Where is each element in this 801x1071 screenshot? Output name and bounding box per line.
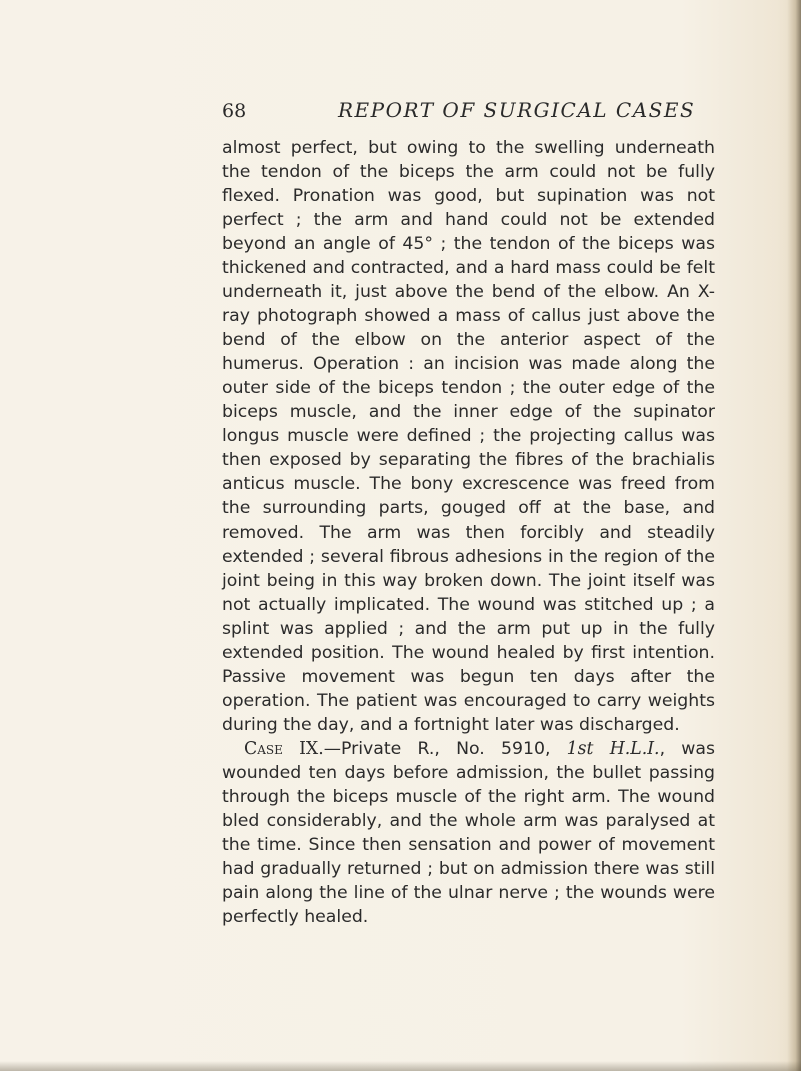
paragraph-case-ix [222, 737, 715, 929]
case-label: Case IX. [244, 738, 324, 759]
regiment-abbrev: 1st H.L.I. [566, 738, 660, 759]
page-header [0, 98, 801, 128]
running-head: REPORT OF SURGICAL CASES [338, 98, 696, 122]
paragraph-continuation: almost perfect, but owing to the swelling underneath the tendon of the biceps the arm could not be fully flexed. Pronation was good, but supination was not perfect ; the arm and hand could not be extended beyond an angle of 45° ; the tendon of the biceps was thickened and contracted, and a hard mass could be felt underneath it, just above the bend of the elbow. An X-ray photograph showed a mass of callus just above the bend of the elbow on the anterior aspect of the humerus. Operation : an incision was made along the outer side of the biceps tendon ; the outer edge of the biceps muscle, and the inner edge of the supinator longus muscle were defined ; the projecting callus was then exposed by separating the fibres of the brachialis anticus muscle. The bony excrescence was freed from the surrounding parts, gouged off at the base, and removed. The arm was then forcibly and steadily extended ; several fibrous adhesions in the region of the joint being in this way broken down. The joint itself was not actually implicated. The wound was stitched up ; a splint was applied ; and the arm put up in the fully extended position. The wound healed by first intention. Passive movement was begun ten days after the operation. The patient was encouraged to carry weights during the day, and a fortnight later was discharged. [222, 138, 715, 735]
case-text-b: , was wounded ten days before admission, the bullet passing through the biceps muscle of the right arm. The wound bled considerably, and the whole arm was paralysed at the time. Since then sensation and power of movement had gradually returned ; but on admission there was still pain along the line of the ulnar nerve ; the wounds were perfectly healed. [222, 738, 716, 927]
page-spine-shadow [787, 0, 801, 1071]
body-text [222, 136, 715, 929]
page-bottom-edge [0, 1061, 801, 1071]
page-number: 68 [222, 100, 247, 122]
case-text-a: —Private R., No. 5910, [323, 738, 567, 759]
